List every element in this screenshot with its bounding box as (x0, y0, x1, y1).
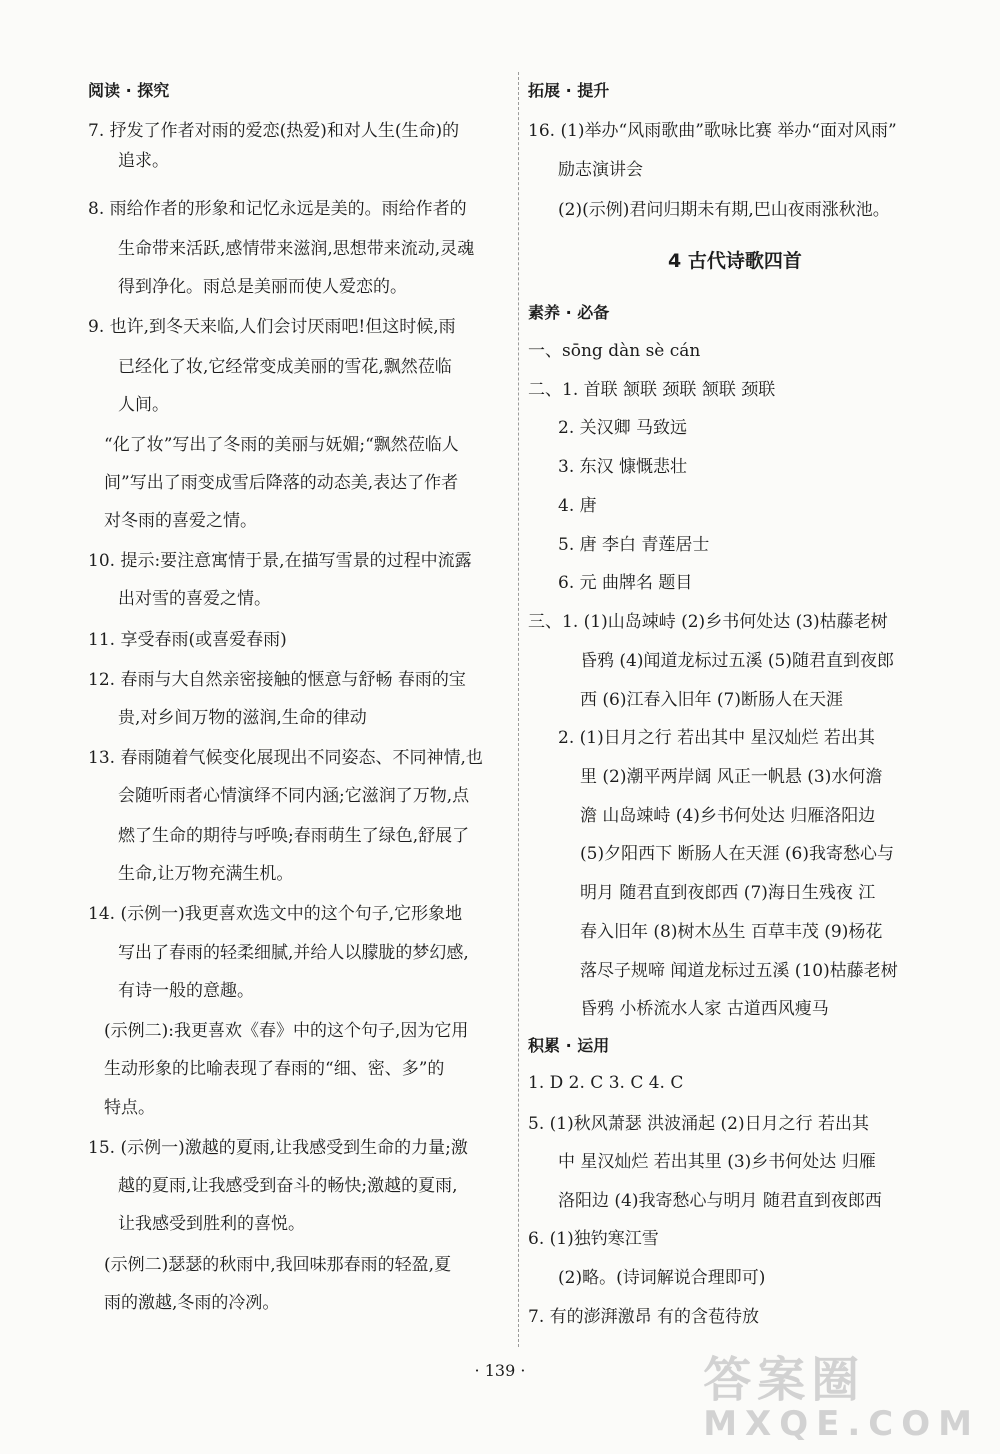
answer-line: 洛阳边 (4)我寄愁心与明月 随君直到夜郎西 (558, 1191, 882, 1211)
answer-line: 15. (示例一)激越的夏雨,让我感受到生命的力量;激 (88, 1138, 468, 1158)
answer-line: 生动形象的比喻表现了春雨的“细、密、多”的 (104, 1059, 445, 1079)
answer-line: 澹 山岛竦峙 (4)乡书何处达 归雁洛阳边 (580, 806, 876, 826)
answer-line: 得到净化。雨总是美丽而使人爱恋的。 (118, 277, 407, 297)
answer-line: 6. 元 曲牌名 题目 (558, 573, 693, 593)
answer-line: 4. 唐 (558, 496, 597, 516)
answer-line: 生命带来活跃,感情带来滋润,思想带来流动,灵魂 (118, 239, 475, 259)
answer-line: 中 星汉灿烂 若出其里 (3)乡书何处达 归雁 (558, 1152, 876, 1172)
answer-line: 7. 有的澎湃激昂 有的含苞待放 (528, 1307, 760, 1327)
answer-line: 10. 提示:要注意寓情于景,在描写雪景的过程中流露 (88, 551, 472, 571)
answer-line: 12. 春雨与大自然亲密接触的惬意与舒畅 春雨的宝 (88, 670, 466, 690)
answer-line: 对冬雨的喜爱之情。 (104, 511, 257, 531)
answer-line: 1. D 2. C 3. C 4. C (528, 1073, 684, 1093)
answer-line: 6. (1)独钓寒江雪 (528, 1229, 659, 1249)
answer-line: 追求。 (118, 151, 169, 171)
answer-line: 昏鸦 小桥流水人家 古道西风瘦马 (580, 999, 829, 1019)
answer-line: 二、1. 首联 颔联 颈联 颔联 颈联 (528, 380, 776, 400)
answer-line: 2. 关汉卿 马致远 (558, 418, 688, 438)
section-heading: 积累 · 运用 (528, 1036, 610, 1055)
answer-line: (2)略。(诗词解说合理即可) (558, 1268, 766, 1288)
answer-line: 出对雪的喜爱之情。 (118, 589, 271, 609)
section-heading: 素养 · 必备 (528, 303, 610, 322)
answer-line: (示例二):我更喜欢《春》中的这个句子,因为它用 (104, 1021, 469, 1041)
page-number: · 139 · (474, 1361, 526, 1380)
answer-line: 11. 享受春雨(或喜爱春雨) (88, 630, 287, 650)
answer-line: 让我感受到胜利的喜悦。 (118, 1214, 305, 1234)
answer-line: 越的夏雨,让我感受到奋斗的畅快;激越的夏雨, (118, 1176, 458, 1196)
watermark-text: 答案圈 (703, 1352, 866, 1408)
answer-line: 西 (6)江春入旧年 (7)断肠人在天涯 (580, 690, 843, 710)
answer-line: 13. 春雨随着气候变化展现出不同姿态、不同神情,也 (88, 748, 483, 768)
answer-line: 落尽子规啼 闻道龙标过五溪 (10)枯藤老树 (580, 961, 898, 981)
answer-line: 3. 东汉 慷慨悲壮 (558, 457, 688, 477)
answer-line: 间”写出了雨变成雪后降落的动态美,表达了作者 (104, 473, 459, 493)
watermark-logo (703, 1354, 980, 1442)
answer-line: 7. 抒发了作者对雨的爱恋(热爱)和对人生(生命)的 (88, 121, 460, 141)
lesson-title: 4 古代诗歌四首 (668, 250, 802, 272)
answer-line: 三、1. (1)山岛竦峙 (2)乡书何处达 (3)枯藤老树 (528, 612, 888, 632)
answer-line: 已经化了妆,它经常变成美丽的雪花,飘然莅临 (118, 357, 452, 377)
section-heading: 阅读 · 探究 (88, 81, 170, 100)
answer-line: 特点。 (104, 1098, 155, 1118)
watermark-domain: MXQE.COM (703, 1404, 980, 1444)
answer-line: 9. 也许,到冬天来临,人们会讨厌雨吧!但这时候,雨 (88, 317, 456, 337)
answer-line: 有诗一般的意趣。 (118, 981, 254, 1001)
answer-line: 人间。 (118, 395, 169, 415)
answer-line: 5. 唐 李白 青莲居士 (558, 535, 710, 555)
section-heading: 拓展 · 提升 (528, 81, 610, 100)
answer-line: 一、sōng dàn sè cán (528, 341, 701, 361)
answer-line: “化了妆”写出了冬雨的美丽与妩媚;“飘然莅临人 (104, 435, 459, 455)
answer-line: 雨的激越,冬雨的冷冽。 (104, 1293, 280, 1313)
answer-line: 春入旧年 (8)树木丛生 百草丰茂 (9)杨花 (580, 922, 883, 942)
answer-line: 写出了春雨的轻柔细腻,并给人以朦胧的梦幻感, (118, 943, 469, 963)
answer-line: 2. (1)日月之行 若出其中 星汉灿烂 若出其 (558, 728, 875, 748)
answer-line: 8. 雨给作者的形象和记忆永远是美的。雨给作者的 (88, 199, 467, 219)
answer-line: 5. (1)秋风萧瑟 洪波涌起 (2)日月之行 若出其 (528, 1114, 869, 1134)
answer-line: 励志演讲会 (558, 160, 643, 180)
column-divider (518, 72, 519, 1347)
answer-line: (5)夕阳西下 断肠人在天涯 (6)我寄愁心与 (580, 844, 894, 864)
answer-line: 里 (2)潮平两岸阔 风正一帆悬 (3)水何澹 (580, 767, 883, 787)
answer-line: 14. (示例一)我更喜欢选文中的这个句子,它形象地 (88, 904, 463, 924)
answer-line: (示例二)瑟瑟的秋雨中,我回味那春雨的轻盈,夏 (104, 1255, 452, 1275)
answer-line: 昏鸦 (4)闻道龙标过五溪 (5)随君直到夜郎 (580, 651, 894, 671)
answer-line: 生命,让万物充满生机。 (118, 864, 294, 884)
answer-line: (2)(示例)君问归期未有期,巴山夜雨涨秋池。 (558, 200, 890, 220)
answer-line: 16. (1)举办“风雨歌曲”歌咏比赛 举办“面对风雨” (528, 121, 897, 141)
answer-line: 贵,对乡间万物的滋润,生命的律动 (118, 708, 367, 728)
answer-line: 燃了生命的期待与呼唤;春雨萌生了绿色,舒展了 (118, 826, 470, 846)
answer-line: 明月 随君直到夜郎西 (7)海日生残夜 江 (580, 883, 876, 903)
answer-line: 会随听雨者心情演绎不同内涵;它滋润了万物,点 (118, 786, 470, 806)
